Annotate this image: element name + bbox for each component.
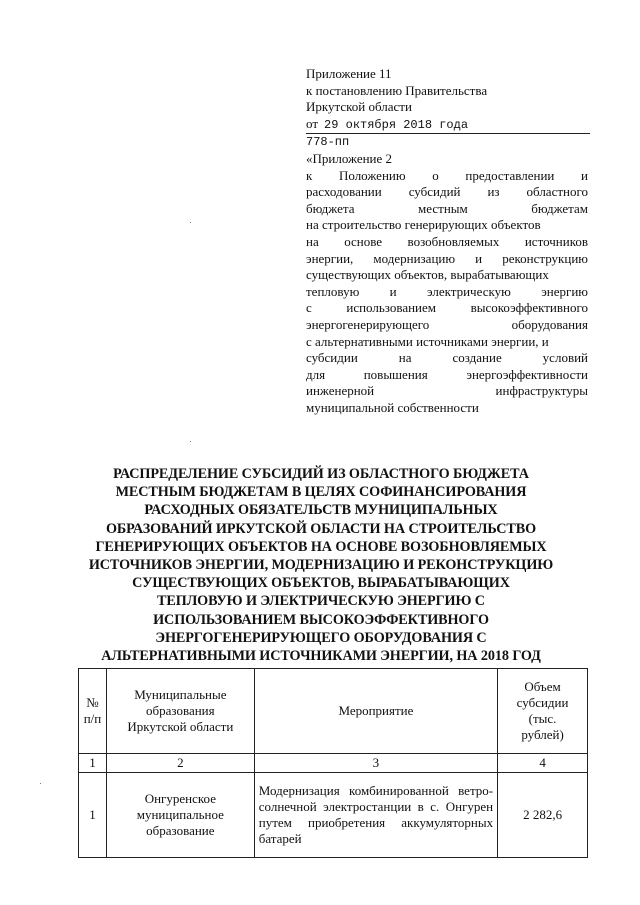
header-text: Иркутской области [127, 719, 234, 734]
municipality-text: муниципальное [136, 807, 224, 822]
scan-speck [190, 441, 191, 442]
appendix-header [306, 66, 588, 416]
title-line: ЭНЕРГОГЕНЕРИРУЮЩЕГО ОБОРУДОВАНИЯ С [155, 629, 487, 646]
appendix-region: Иркутской области [306, 99, 412, 115]
appendix-text-line: для повышения энергоэффективности [306, 366, 588, 382]
scan-speck [40, 783, 41, 784]
title-line: МЕСТНЫМ БЮДЖЕТАМ В ЦЕЛЯХ СОФИНАНСИРОВАНИЯ [115, 484, 527, 501]
title-line: ИСПОЛЬЗОВАНИЕМ ВЫСОКОЭФФЕКТИВНОГО [153, 611, 489, 628]
appendix-text-line: бюджета местным бюджетам [306, 200, 588, 216]
title-line: СУЩЕСТВУЮЩИХ ОБЪЕКТОВ, ВЫРАБАТЫВАЮЩИХ [132, 575, 510, 592]
row-event: Модернизация комбинированной ветро-солнечной электростанции в с. Онгурен путем приобретения аккумуляторных батарей [254, 773, 497, 858]
header-text: Объем [524, 679, 561, 694]
title-line: ТЕПЛОВУЮ И ЭЛЕКТРИЧЕСКУЮ ЭНЕРГИЮ С [157, 593, 485, 610]
row-municipality [106, 773, 254, 858]
header-amount [498, 669, 588, 754]
header-event: Мероприятие [254, 669, 497, 754]
appendix-text-line: к Положению о предоставлении и [306, 167, 588, 183]
appendix-text-line: с альтернативными источниками энергии, и [306, 333, 549, 349]
resolution-number: 778-пп [306, 135, 350, 150]
column-numbers-row [79, 754, 588, 773]
header-text: № [86, 695, 99, 710]
scan-speck [190, 222, 191, 223]
header-text: (тыс. [528, 711, 557, 726]
appendix-text-line: энергогенерирующего оборудования [306, 316, 588, 332]
column-number: 2 [106, 754, 254, 773]
appendix-number: Приложение 11 [306, 66, 392, 81]
title-line: АЛЬТЕРНАТИВНЫМИ ИСТОЧНИКАМИ ЭНЕРГИИ, НА 2018 ГОД [101, 648, 541, 665]
title-line: ОБРАЗОВАНИЙ ИРКУТСКОЙ ОБЛАСТИ НА СТРОИТЕЛЬСТВО [105, 520, 537, 537]
title-line: ГЕНЕРИРУЮЩИХ ОБЪЕКТОВ НА ОСНОВЕ ВОЗОБНОВЛЯЕМЫХ [95, 538, 547, 555]
appendix-text-line: тепловую и электрическую энергию [306, 283, 588, 299]
sub-appendix-title: «Приложение 2 [306, 150, 393, 166]
date-value: 29 октября 2018 года [324, 117, 469, 132]
column-number: 3 [254, 754, 497, 773]
header-text: п/п [83, 711, 102, 726]
date-prefix: от [306, 115, 319, 131]
header-text: Муниципальные [134, 687, 227, 702]
row-amount: 2 282,6 [498, 773, 588, 858]
title-line: ИСТОЧНИКОВ ЭНЕРГИИ, МОДЕРНИЗАЦИЮ И РЕКОНСТРУКЦИЮ [88, 557, 554, 574]
appendix-text-line: энергии, модернизацию и реконструкцию [306, 250, 588, 266]
appendix-date-line [306, 116, 590, 135]
title-line: РАСХОДНЫХ ОБЯЗАТЕЛЬСТВ МУНИЦИПАЛЬНЫХ [144, 502, 498, 519]
appendix-resolution: к постановлению Правительства [306, 82, 488, 98]
appendix-text-line: на строительство генерирующих объектов [306, 217, 541, 233]
row-number: 1 [79, 773, 107, 858]
municipality-text: Онгуренское [144, 791, 216, 806]
appendix-text-line: на основе возобновляемых источников [306, 233, 588, 249]
subsidy-table [78, 668, 588, 858]
appendix-text-line: расходовании субсидий из областного [306, 184, 588, 200]
appendix-text-line: инженерной инфраструктуры [306, 383, 588, 399]
header-municipality [106, 669, 254, 754]
table-header-row [79, 669, 588, 754]
table-row [79, 773, 588, 858]
appendix-text-line: существующих объектов, вырабатывающих [306, 267, 549, 283]
appendix-text-line: с использованием высокоэффективного [306, 300, 588, 316]
header-text: субсидии [516, 695, 569, 710]
column-number: 1 [79, 754, 107, 773]
header-number [79, 669, 107, 754]
title-line: РАСПРЕДЕЛЕНИЕ СУБСИДИЙ ИЗ ОБЛАСТНОГО БЮДЖЕТА [113, 466, 529, 482]
appendix-text-line: муниципальной собственности [306, 399, 479, 415]
municipality-text: образование [146, 823, 215, 838]
header-text: образования [146, 703, 215, 718]
header-text: рублей) [521, 727, 564, 742]
document-title [56, 465, 586, 665]
appendix-text-line: субсидии на создание условий [306, 350, 588, 366]
column-number: 4 [498, 754, 588, 773]
